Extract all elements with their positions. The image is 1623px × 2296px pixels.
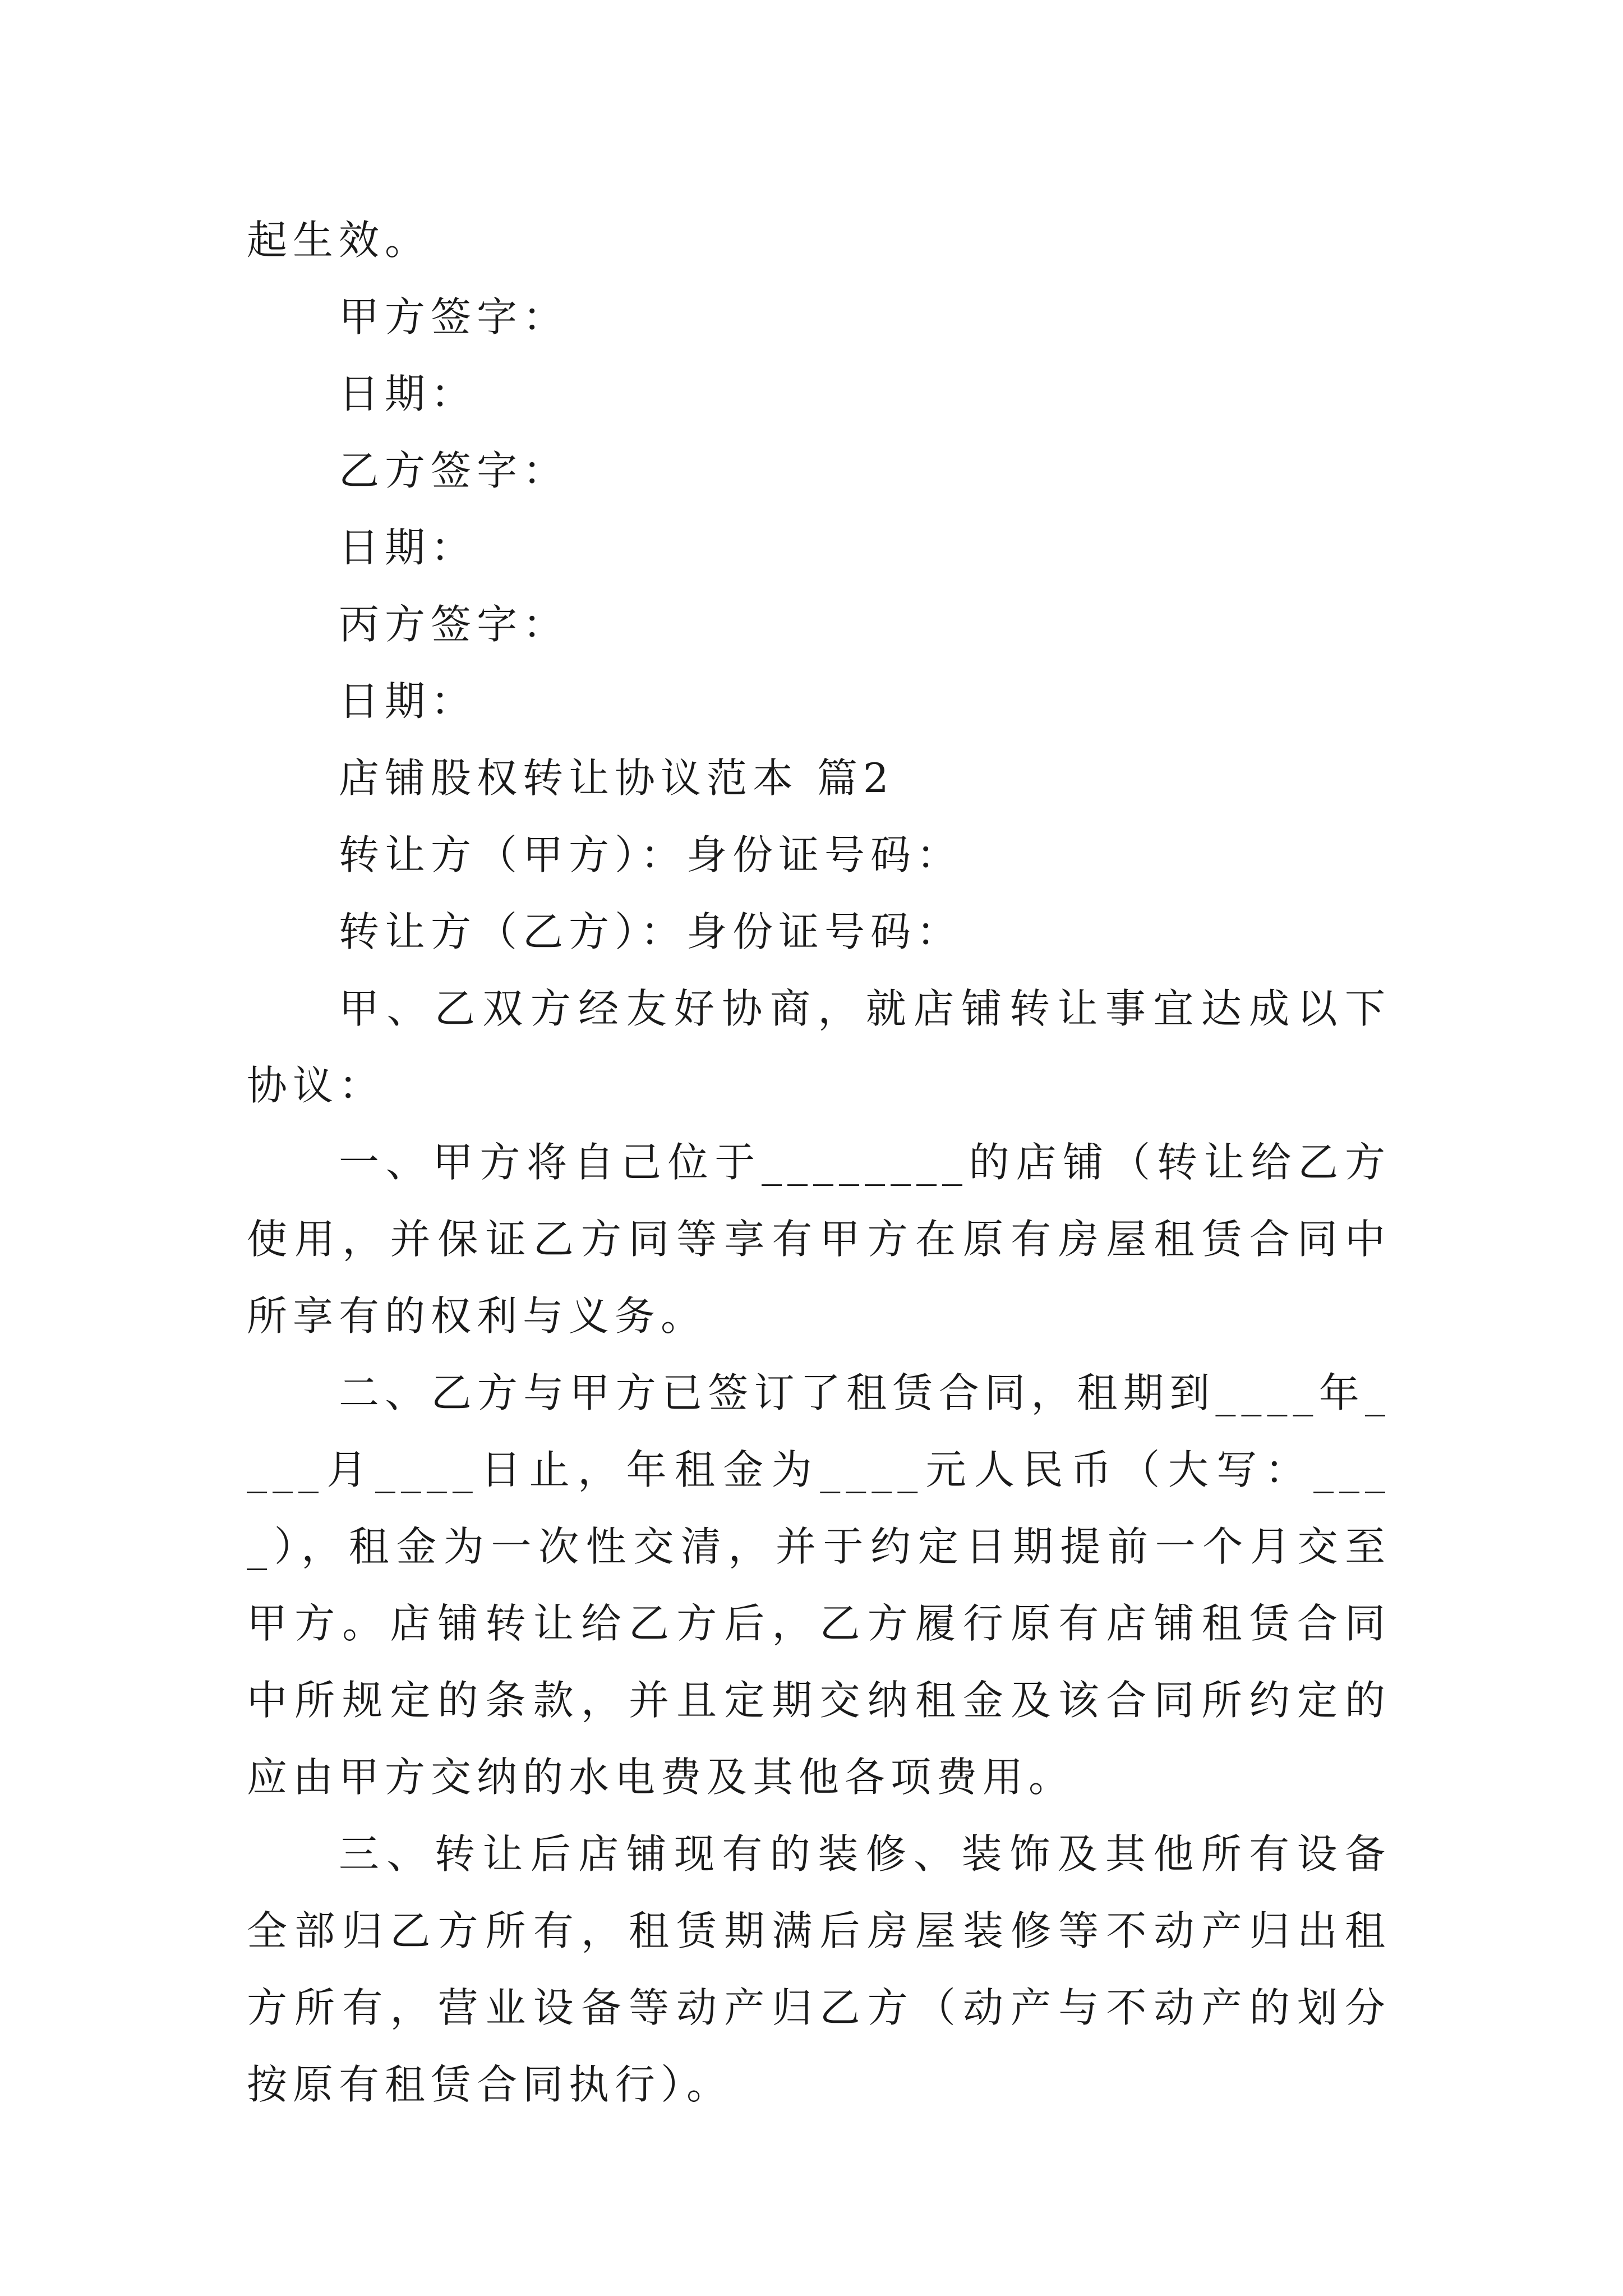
transferor-a-line: 转让方（甲方）：身份证号码： — [339, 831, 963, 878]
party-c-signature-label: 丙方签字： — [339, 601, 569, 648]
party-b-date-label: 日期： — [339, 524, 477, 571]
party-a-signature-label: 甲方签字： — [339, 293, 569, 341]
transferor-b-line: 转让方（乙方）：身份证号码： — [339, 908, 963, 955]
party-a-date-label: 日期： — [339, 370, 477, 417]
party-b-signature-label: 乙方签字： — [339, 447, 569, 494]
clause-2-paragraph: 二、乙方与甲方已签订了租赁合同，租期到____年____月____日止，年租金为____元人民币（大写：____），租金为一次性交清，并于约定日期提前一个月交至甲方。店铺转让给乙方后，乙方履行原有店铺租赁合同中所规定的条款，并且定期交纳租金及该合同所约定的应由甲方交纳的水电费及其他各项费用。 — [247, 1369, 1391, 1801]
document-body — [247, 202, 1391, 2123]
party-c-date-label: 日期： — [339, 678, 477, 725]
continuation-text: 起生效。 — [247, 217, 431, 264]
clause-1-paragraph: 一、甲方将自己位于________的店铺（转让给乙方使用，并保证乙方同等享有甲方在原有房屋租赁合同中所享有的权利与义务。 — [247, 1139, 1391, 1340]
clause-3-paragraph: 三、转让后店铺现有的装修、装饰及其他所有设备全部归乙方所有，租赁期满后房屋装修等不动产归出租方所有，营业设备等动产归乙方（动产与不动产的划分按原有租赁合同执行）。 — [247, 1830, 1391, 2108]
intro-paragraph: 甲、乙双方经友好协商，就店铺转让事宜达成以下协议： — [247, 985, 1391, 1109]
section-title: 店铺股权转让协议范本 篇2 — [339, 754, 895, 802]
